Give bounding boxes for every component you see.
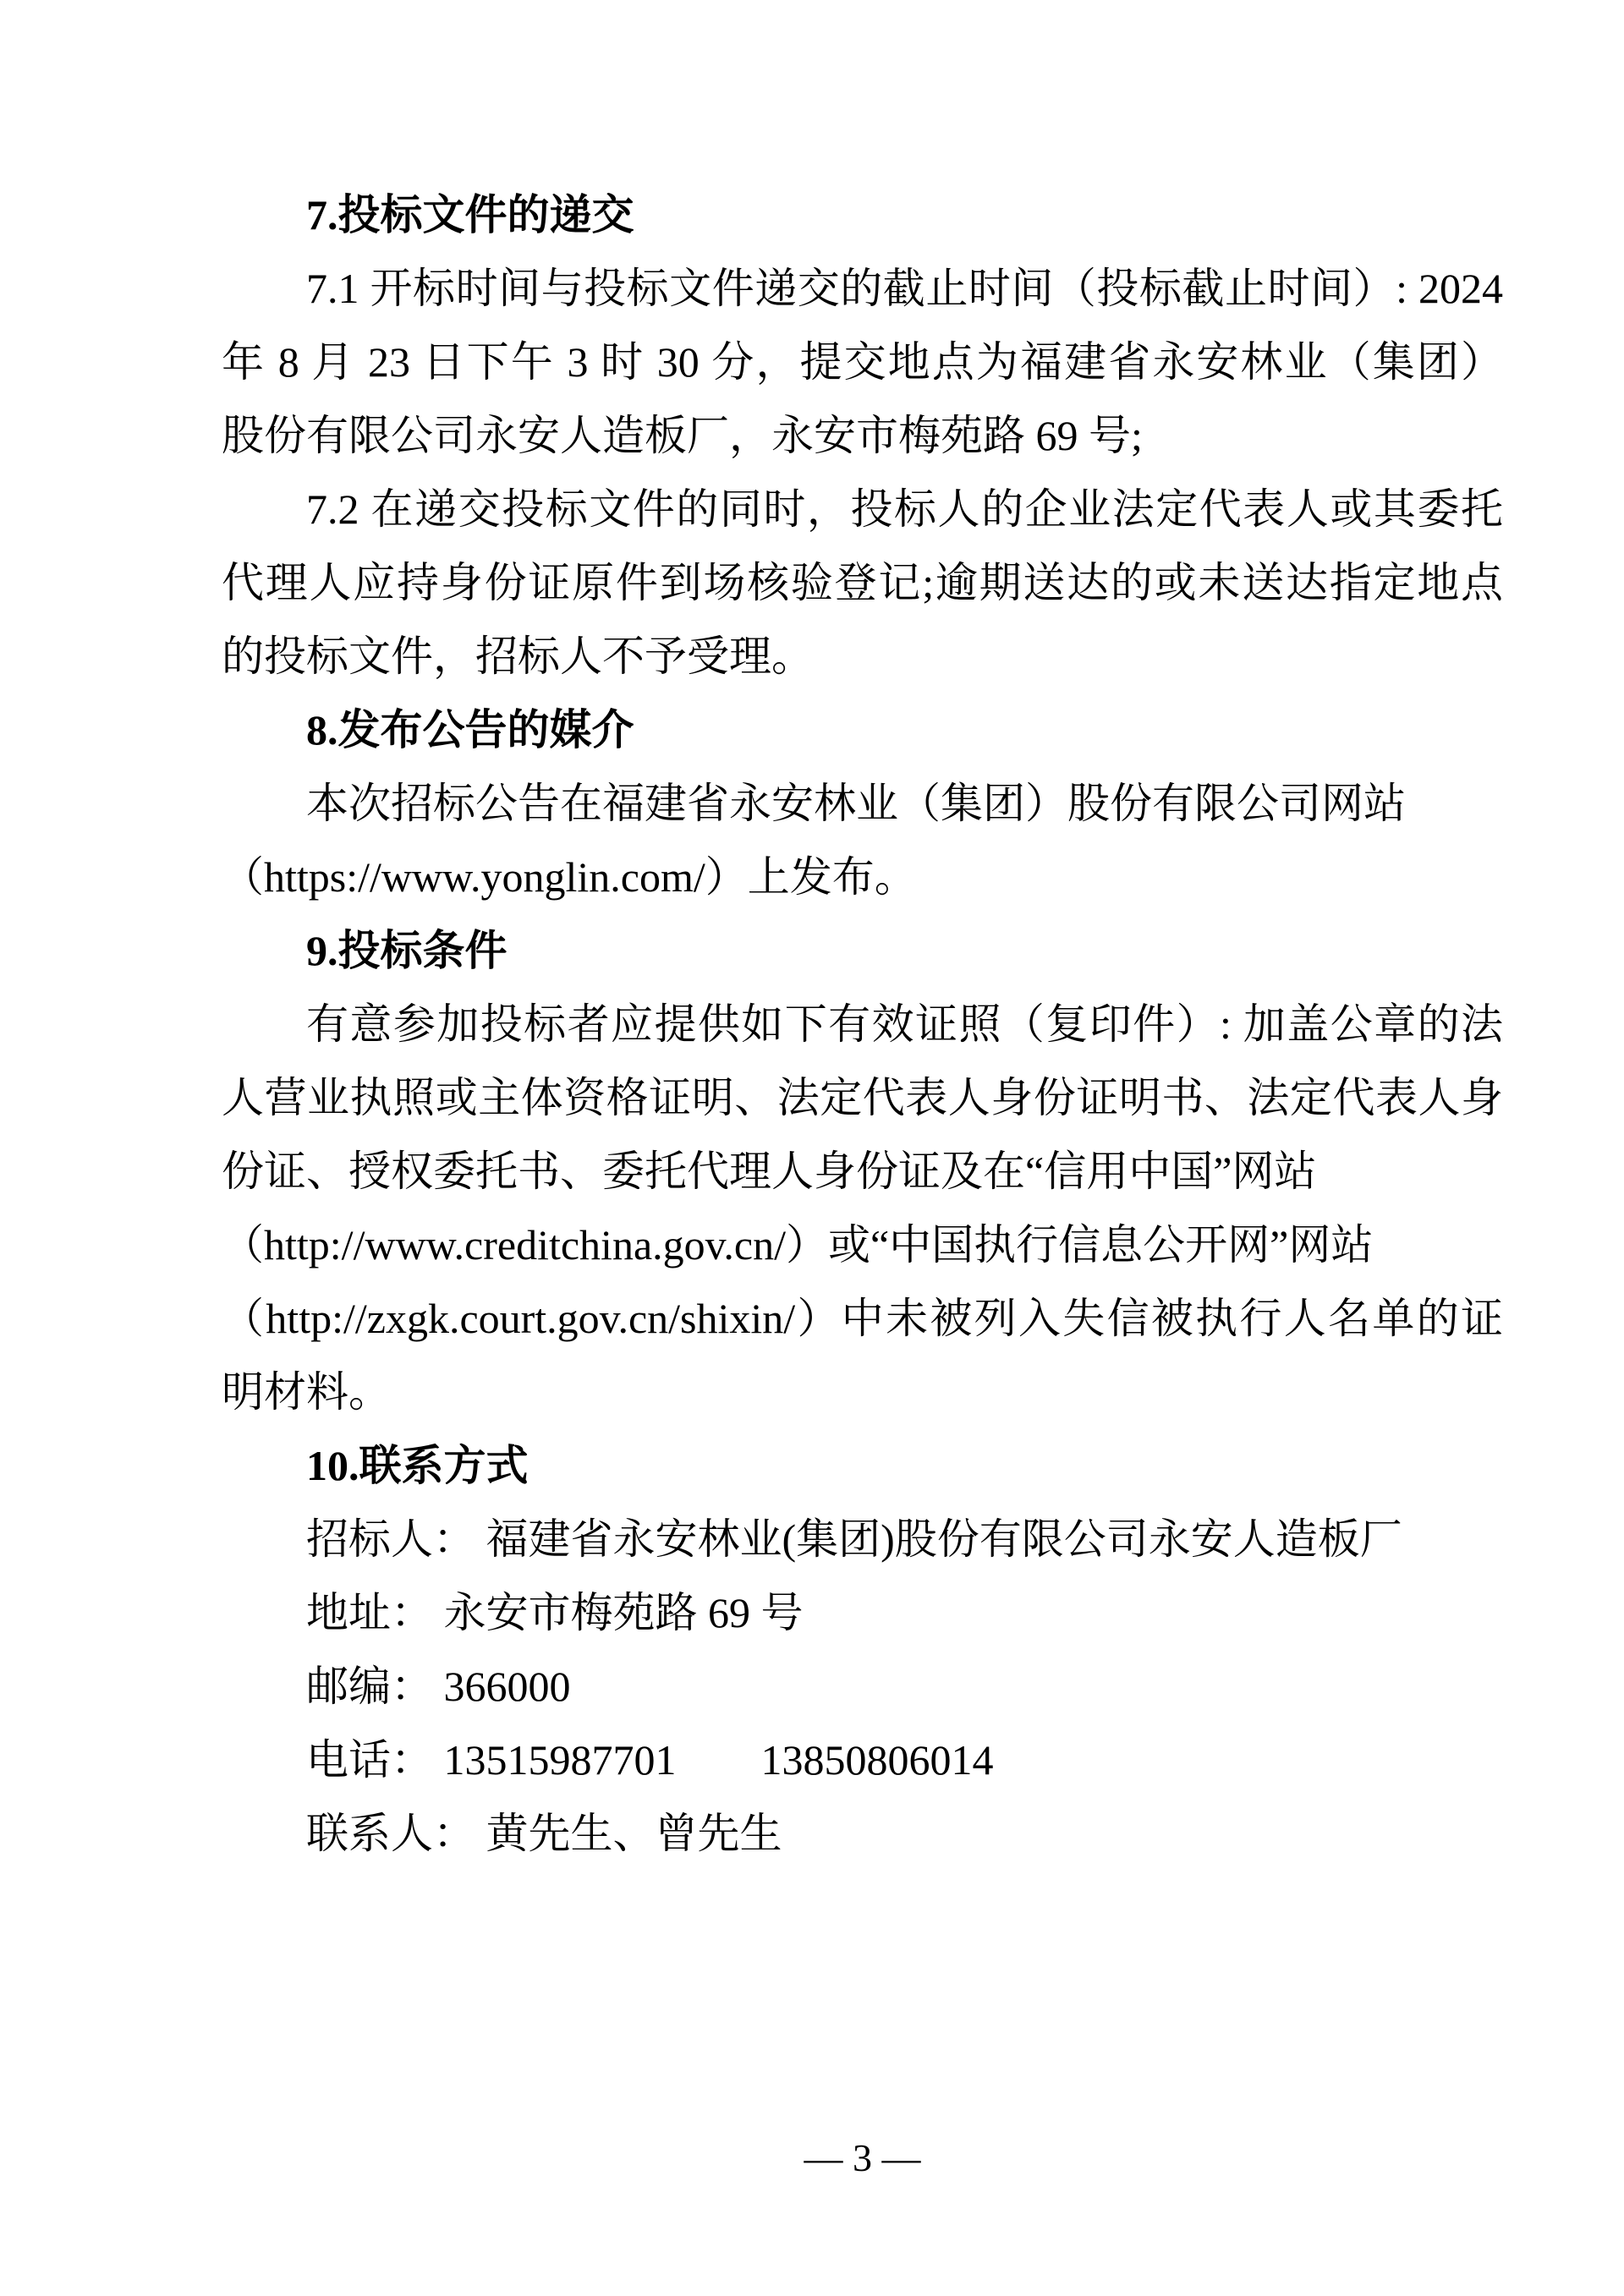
para-7-1-line-3: 股份有限公司永安人造板厂，永安市梅苑路 69 号; <box>222 412 1143 459</box>
para-7-2-line-3: 的投标文件，招标人不予受理。 <box>222 633 814 680</box>
document-body <box>222 178 1503 1871</box>
section-8-heading: 8.发布公告的媒介 <box>306 706 634 753</box>
page-number: — 3 — <box>804 2136 921 2179</box>
contact-bidder-line: 招标人： 福建省永安林业(集团)股份有限公司永安人造板厂 <box>306 1515 1402 1563</box>
para-7-1-line-1: 7.1 开标时间与投标文件递交的截止时间（投标截止时间）: 2024 <box>306 265 1503 312</box>
contact-postcode-line: 邮编： 366000 <box>306 1663 571 1710</box>
contact-address-line: 地址： 永安市梅苑路 69 号 <box>306 1589 804 1636</box>
para-9-line-1: 有意参加投标者应提供如下有效证照（复印件）: 加盖公章的法 <box>306 1000 1503 1048</box>
para-9-line-4: （http://www.creditchina.gov.cn/）或“中国执行信息公开网”网站 <box>222 1221 1374 1269</box>
para-9-line-3: 份证、授权委托书、委托代理人身份证及在“信用中国”网站 <box>222 1148 1317 1195</box>
para-8-line-2: （https://www.yonglin.com/）上发布。 <box>222 853 917 901</box>
section-9-heading: 9.投标条件 <box>306 927 508 974</box>
para-7-2-line-1: 7.2 在递交投标文件的同时，投标人的企业法定代表人或其委托 <box>306 485 1503 533</box>
para-9-line-6: 明材料。 <box>222 1368 391 1416</box>
para-7-1-line-2: 年 8 月 23 日下午 3 时 30 分，提交地点为福建省永安林业（集团） <box>222 338 1503 386</box>
section-7-heading: 7.投标文件的递交 <box>306 191 634 238</box>
section-10-heading: 10.联系方式 <box>306 1442 529 1489</box>
para-8-line-1: 本次招标公告在福建省永安林业（集团）股份有限公司网站 <box>306 780 1406 827</box>
contact-phone-line: 电话： 13515987701 13850806014 <box>306 1736 994 1784</box>
para-7-2-line-2: 代理人应持身份证原件到场核验登记;逾期送达的或未送达指定地点 <box>222 559 1503 606</box>
para-9-line-2: 人营业执照或主体资格证明、法定代表人身份证明书、法定代表人身 <box>222 1074 1503 1121</box>
contact-person-line: 联系人： 黄先生、曾先生 <box>306 1810 782 1857</box>
para-9-line-5: （http://zxgk.court.gov.cn/shixin/）中未被列入失信被执行人名单的证 <box>222 1295 1503 1342</box>
